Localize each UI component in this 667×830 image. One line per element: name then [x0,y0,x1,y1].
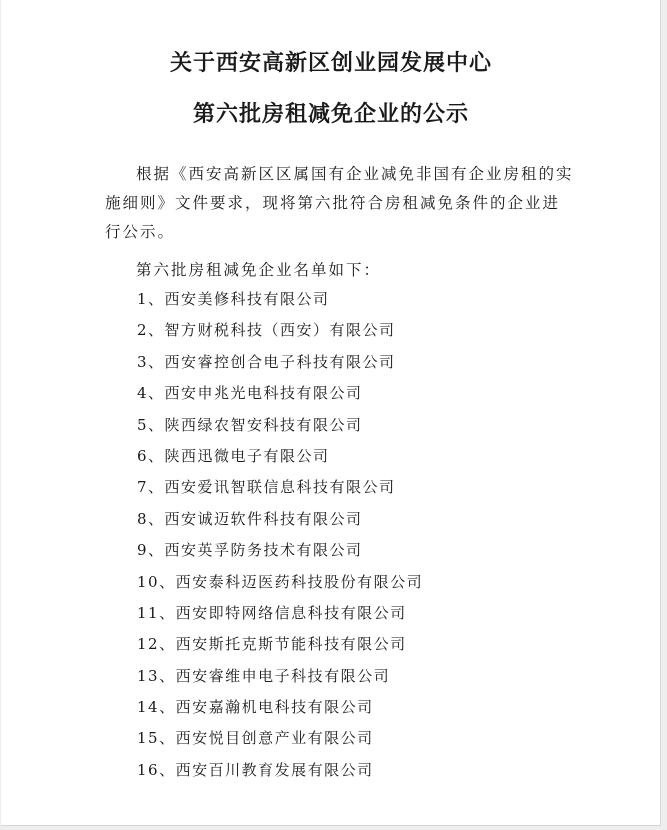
list-item: 1、西安美修科技有限公司 [137,290,330,308]
list-item: 9、西安英孚防务技术有限公司 [137,541,363,560]
list-item: 6、陕西迅微电子有限公司 [137,446,330,465]
list-item: 8、西安诚迈软件科技有限公司 [137,509,363,528]
list-item: 12、西安斯托克斯节能科技有限公司 [137,635,407,654]
list-item: 10、西安泰科迈医药科技股份有限公司 [137,572,424,591]
document-title-line-2: 第六批房租减免企业的公示 [192,102,469,127]
list-item: 4、西安申兆光电科技有限公司 [137,384,363,403]
company-list [137,287,423,789]
list-item: 11、西安即特网络信息科技有限公司 [137,603,407,622]
list-item: 5、陕西绿农智安科技有限公司 [137,415,363,434]
document-page [1,0,661,826]
list-item: 3、西安睿控创合电子科技有限公司 [137,352,396,371]
list-item: 16、西安百川教育发展有限公司 [137,760,374,779]
list-heading: 第六批房租减免企业名单如下： [136,261,382,279]
document-title-line-1: 关于西安高新区创业园发展中心 [169,51,492,76]
list-item: 2、智方财税科技（西安）有限公司 [137,321,396,340]
list-item: 7、西安爱讯智联信息科技有限公司 [137,478,396,497]
list-item: 15、西安悦目创意产业有限公司 [137,729,374,748]
list-item: 13、西安睿维申电子科技有限公司 [137,666,391,685]
list-item: 14、西安嘉瀚机电科技有限公司 [137,698,374,717]
intro-paragraph: 根据《西安高新区区属国有企业减免非国有企业房租的实施细则》文件要求，现将第六批符合房租减免条件的企业进行公示。 [105,165,574,241]
